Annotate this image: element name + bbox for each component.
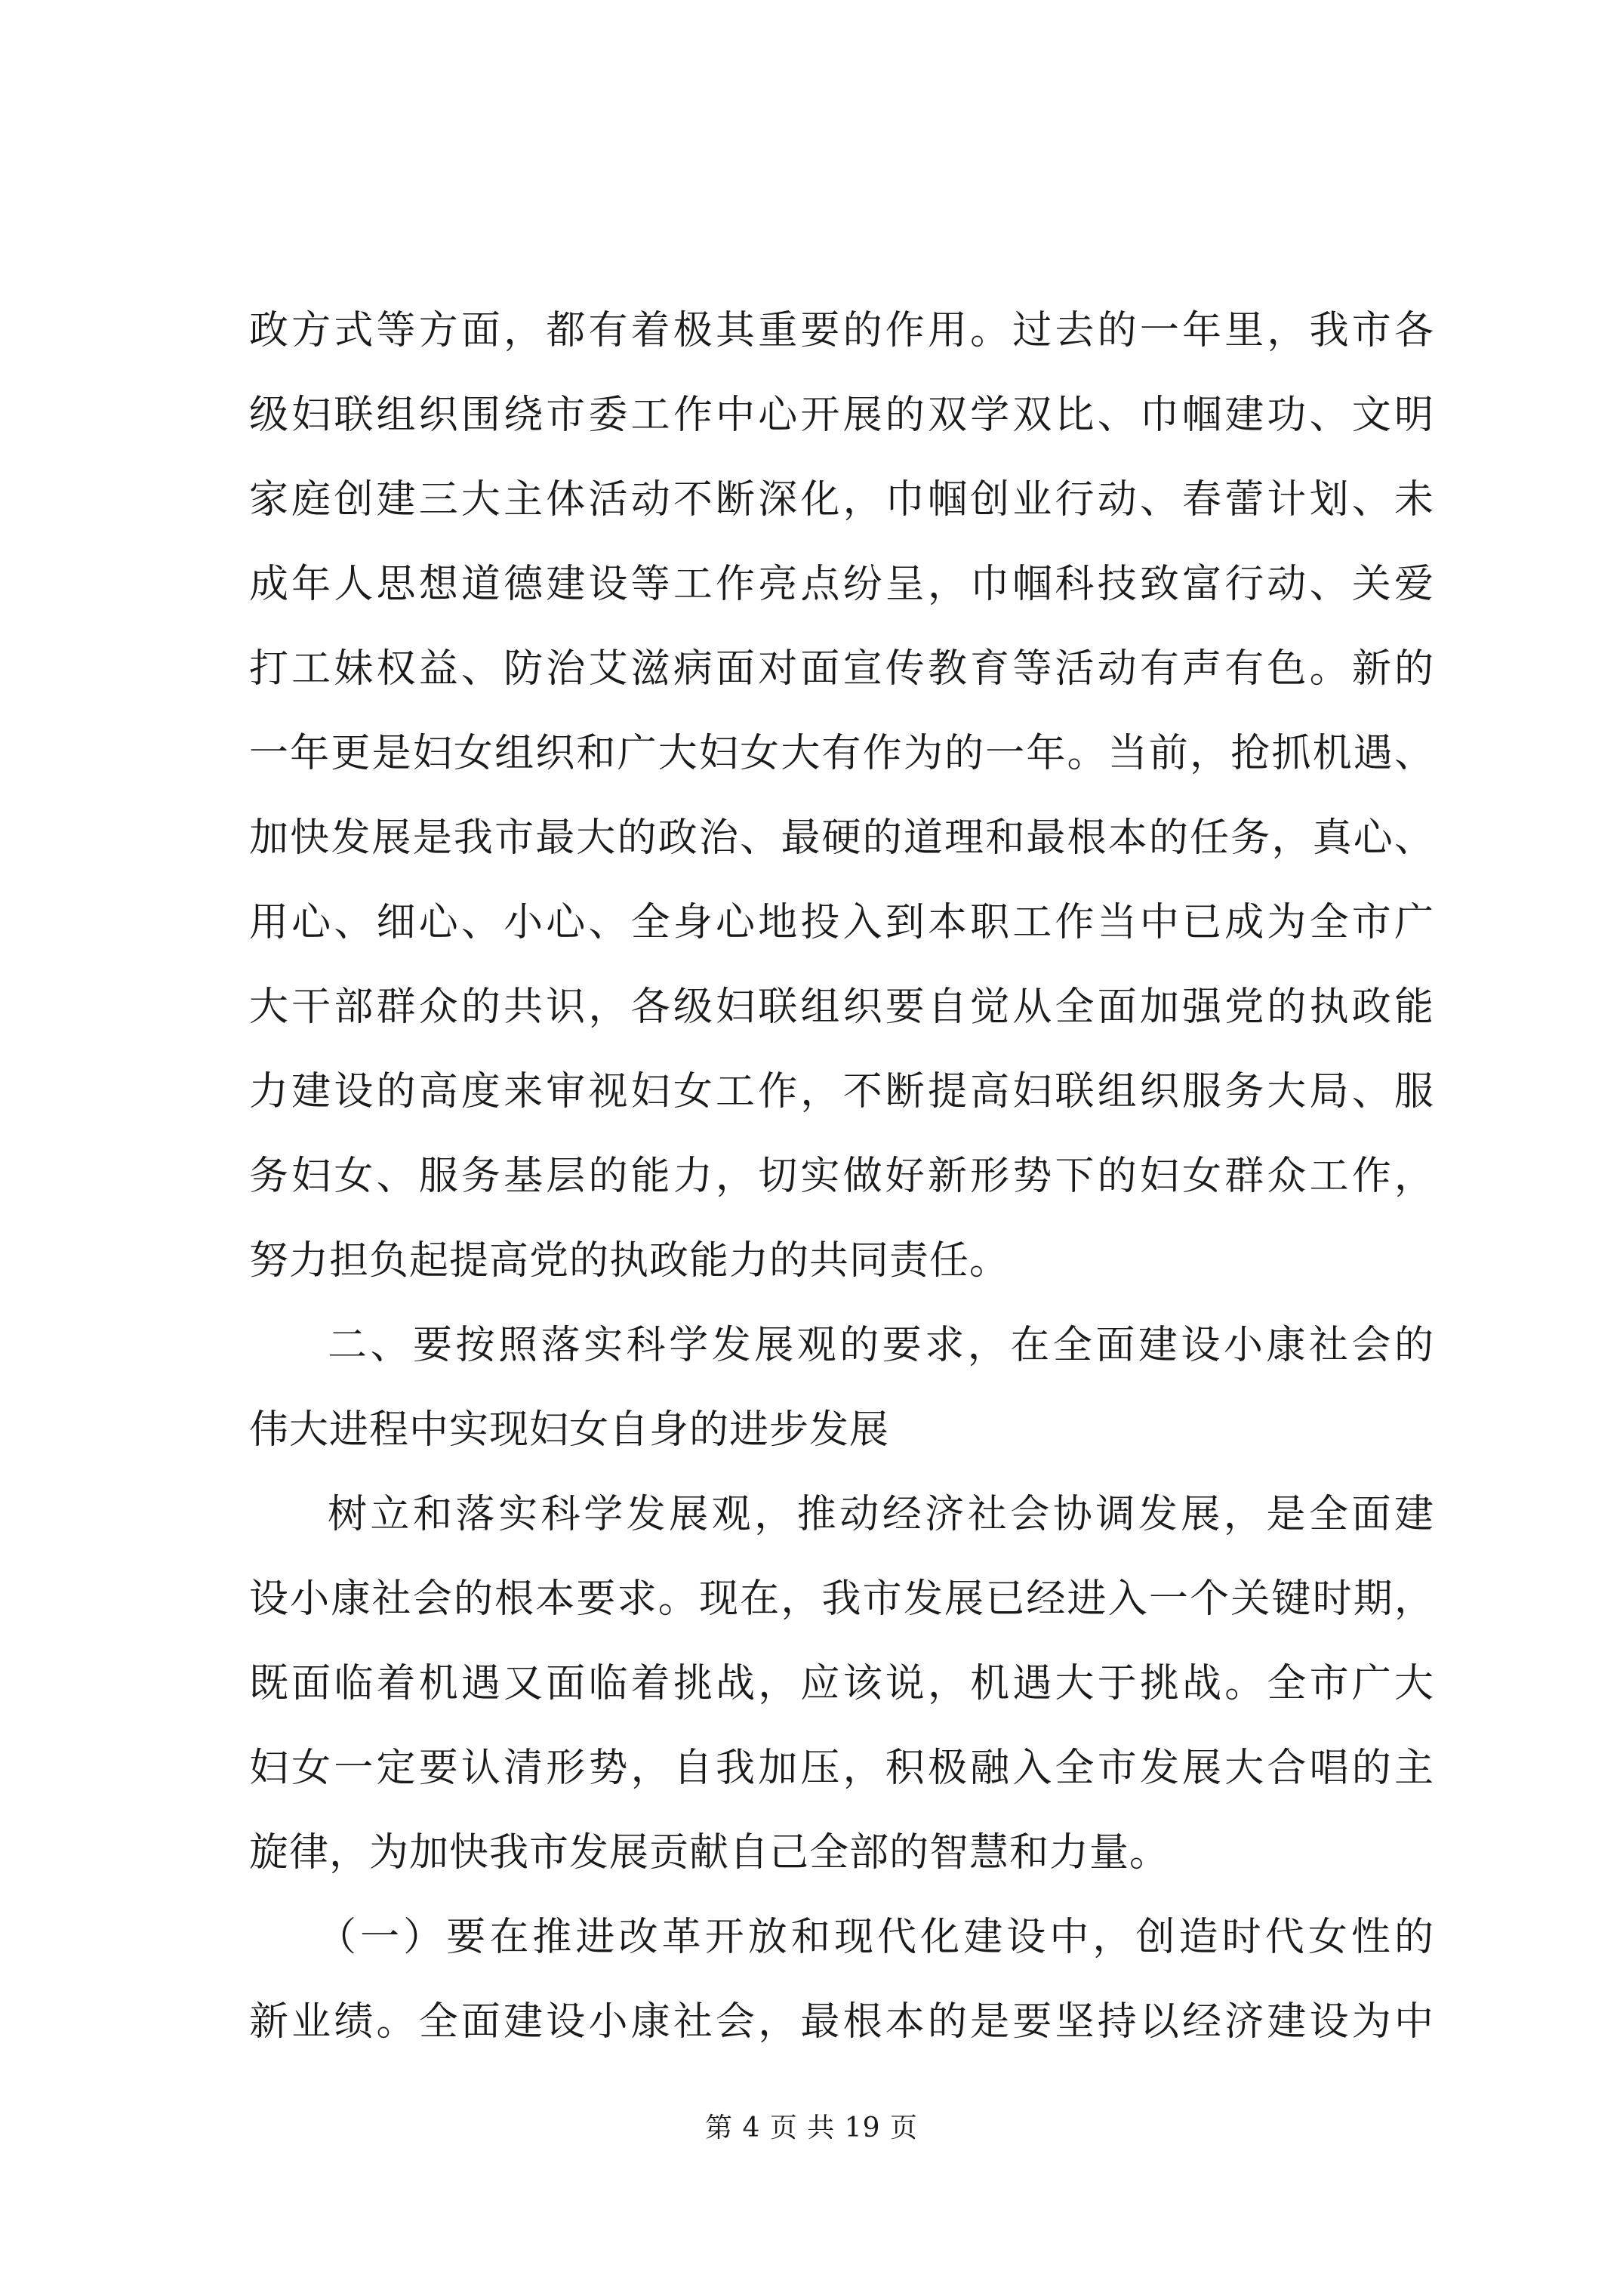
- subsection-heading-line: （一）要在推进改革开放和现代化建设中，创造时代女性的: [317, 1915, 1434, 1960]
- text-line: 设小康社会的根本要求。现在，我市发展已经进入一个关键时期，: [249, 1576, 1434, 1622]
- text-line: 成年人思想道德建设等工作亮点纷呈，巾帼科技致富行动、关爱: [249, 562, 1434, 607]
- section-heading-line: 伟大进程中实现妇女自身的进步发展: [249, 1407, 890, 1453]
- text-line: 旋律，为加快我市发展贡献自己全部的智慧和力量。: [249, 1830, 1170, 1875]
- text-line: 用心、细心、小心、全身心地投入到本职工作当中已成为全市广: [249, 900, 1434, 945]
- text-line: 力建设的高度来审视妇女工作，不断提高妇联组织服务大局、服: [249, 1069, 1434, 1114]
- text-line: 打工妹权益、防治艾滋病面对面宣传教育等活动有声有色。新的: [249, 646, 1434, 692]
- section-heading-line: 二、要按照落实科学发展观的要求，在全面建设小康社会的: [328, 1323, 1434, 1368]
- document-body: [249, 288, 1434, 2064]
- text-line: 一年更是妇女组织和广大妇女大有作为的一年。当前，抢抓机遇、: [249, 731, 1434, 776]
- text-line: 务妇女、服务基层的能力，切实做好新形势下的妇女群众工作，: [249, 1154, 1434, 1199]
- text-line: 树立和落实科学发展观，推动经济社会协调发展，是全面建: [328, 1492, 1434, 1537]
- page-number-footer: 第 4 页 共 19 页: [705, 2113, 918, 2143]
- text-line: 家庭创建三大主体活动不断深化，巾帼创业行动、春蕾计划、未: [249, 477, 1434, 522]
- text-line: 努力担负起提高党的执政能力的共同责任。: [249, 1238, 1010, 1284]
- text-line: 政方式等方面，都有着极其重要的作用。过去的一年里，我市各: [249, 308, 1434, 353]
- text-line: 既面临着机遇又面临着挑战，应该说，机遇大于挑战。全市广大: [249, 1661, 1434, 1706]
- text-line: 新业绩。全面建设小康社会，最根本的是要坚持以经济建设为中: [249, 1999, 1434, 2045]
- text-line: 妇女一定要认清形势，自我加压，积极融入全市发展大合唱的主: [249, 1746, 1434, 1791]
- text-line: 加快发展是我市最大的政治、最硬的道理和最根本的任务，真心、: [249, 815, 1434, 861]
- text-line: 级妇联组织围绕市委工作中心开展的双学双比、巾帼建功、文明: [249, 393, 1434, 438]
- text-line: 大干部群众的共识，各级妇联组织要自觉从全面加强党的执政能: [249, 985, 1434, 1030]
